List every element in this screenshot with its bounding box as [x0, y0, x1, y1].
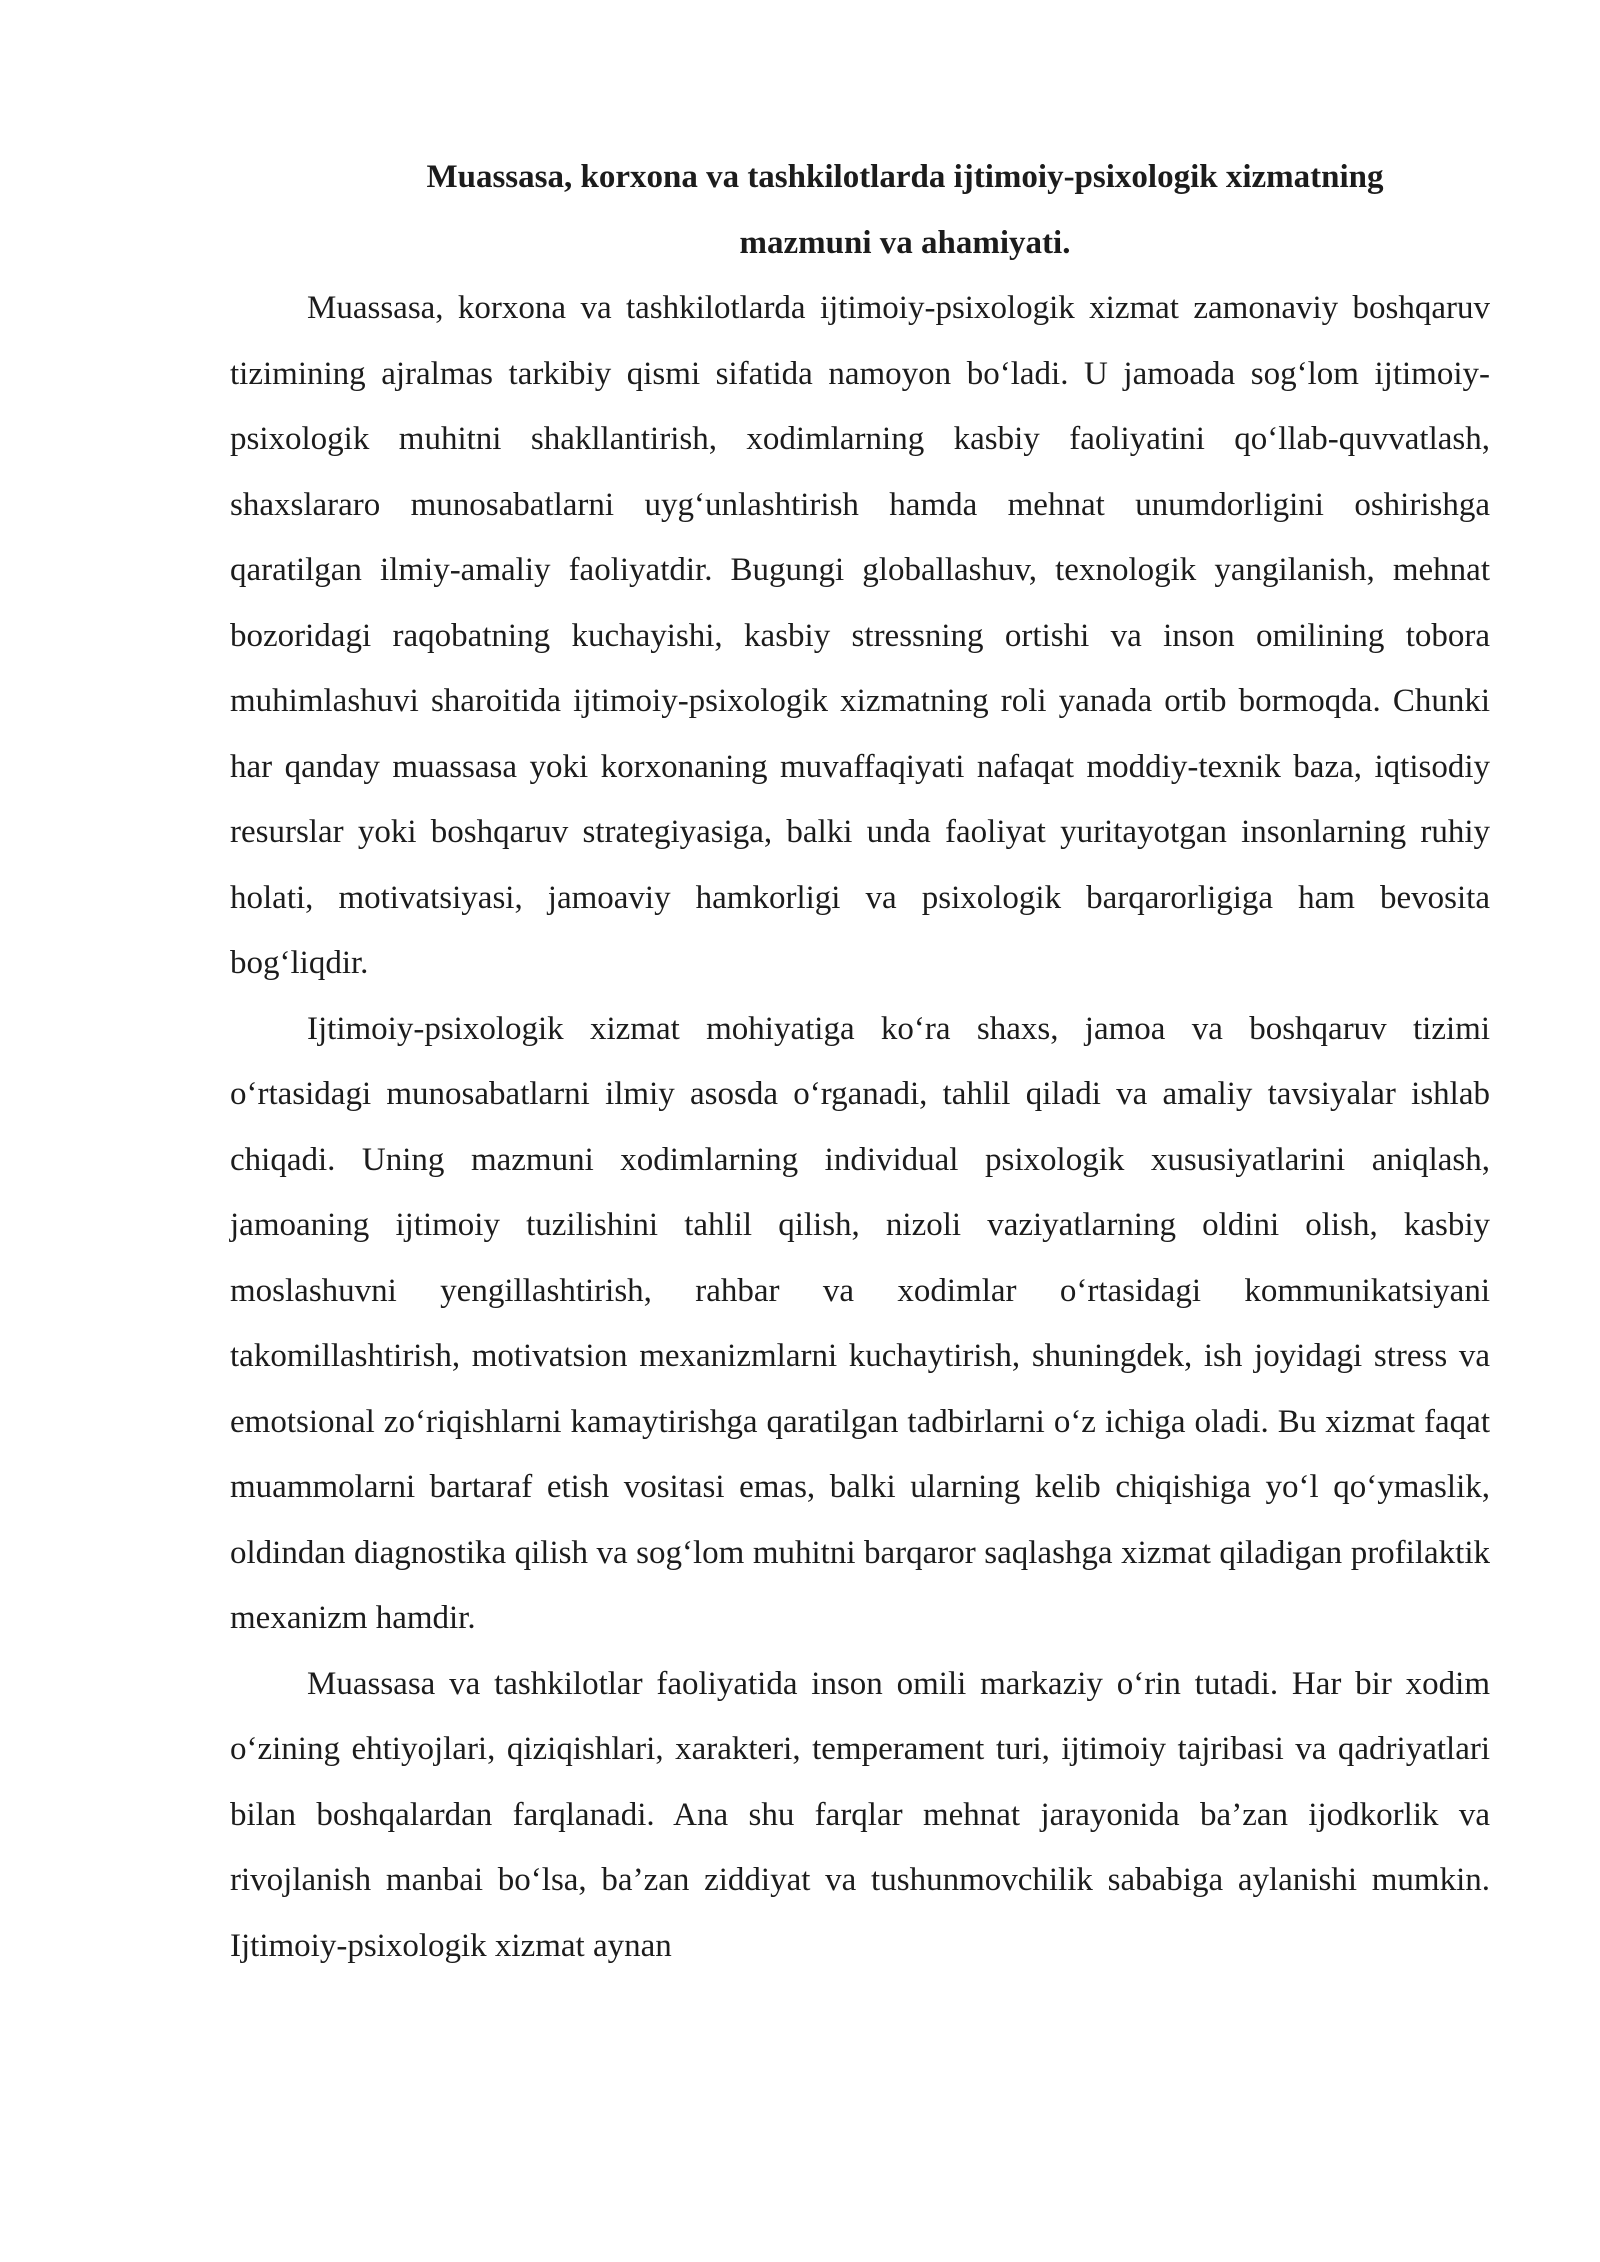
paragraph-2: Ijtimoiy-psixologik xizmat mohiyatiga ko‘ra shaxs, jamoa va boshqaruv tizimi o‘rtasidagi munosabatlarni ilmiy asosda o‘rganadi, tahlil qiladi va amaliy tavsiyalar ishlab chiqadi. Uning mazmuni xodimlarning individual psixologik xususiyatlarini aniqlash, jamoaning ijtimoiy tuzilishini tahlil qilish, nizoli vaziyatlarning oldini olish, kasbiy moslashuvni yengillashtirish, rahbar va xodimlar o‘rtasidagi kommunikatsiyani takomillashtirish, motivatsion mexanizmlarni kuchaytirish, shuningdek, ish joyidagi stress va emotsional zo‘riqishlarni kamaytirishga qaratilgan tadbirlarni o‘z ichiga oladi. Bu xizmat faqat muammolarni bartaraf etish vositasi emas, balki ularning kelib chiqishiga yo‘l qo‘ymaslik, oldindan diagnostika qilish va sog‘lom muhitni barqaror saqlashga xizmat qiladigan profilaktik mexanizm hamdir.: [230, 1010, 1490, 1636]
paragraph-1: Muassasa, korxona va tashkilotlarda ijtimoiy-psixologik xizmat zamonaviy boshqaruv tizimining ajralmas tarkibiy qismi sifatida namoyon bo‘ladi. U jamoada sog‘lom ijtimoiy-psixologik muhitni shakllantirish, xodimlarning kasbiy faoliyatini qo‘llab-quvvatlash, shaxslararo munosabatlarni uyg‘unlashtirish hamda mehnat unumdorligini oshirishga qaratilgan ilmiy-amaliy faoliyatdir. Bugungi globallashuv, texnologik yangilanish, mehnat bozoridagi raqobatning kuchayishi, kasbiy stressning ortishi va inson omilining tobora muhimlashuvi sharoitida ijtimoiy-psixologik xizmatning roli yanada ortib bormoqda. Chunki har qanday muassasa yoki korxonaning muvaffaqiyati nafaqat moddiy-texnik baza, iqtisodiy resurslar yoki boshqaruv strategiyasiga, balki unda faoliyat yuritayotgan insonlarning ruhiy holati, motivatsiyasi, jamoaviy hamkorligi va psixologik barqarorligiga ham bevosita bog‘liqdir.: [230, 290, 1490, 981]
document-body: [230, 145, 1490, 1979]
document-title: Muassasa, korxona va tashkilotlarda ijtimoiy-psixologik xizmatning mazmuni va ahamiyati.: [426, 159, 1384, 261]
paragraph-3: Muassasa va tashkilotlar faoliyatida inson omili markaziy o‘rin tutadi. Har bir xodim o‘zining ehtiyojlari, qiziqishlari, xarakteri, temperament turi, ijtimoiy tajribasi va qadriyatlari bilan boshqalardan farqlanadi. Ana shu farqlar mehnat jarayonida ba’zan ijodkorlik va rivojlanish manbai bo‘lsa, ba’zan ziddiyat va tushunmovchilik sababiga aylanishi mumkin. Ijtimoiy-psixologik xizmat aynan: [230, 1665, 1490, 1964]
